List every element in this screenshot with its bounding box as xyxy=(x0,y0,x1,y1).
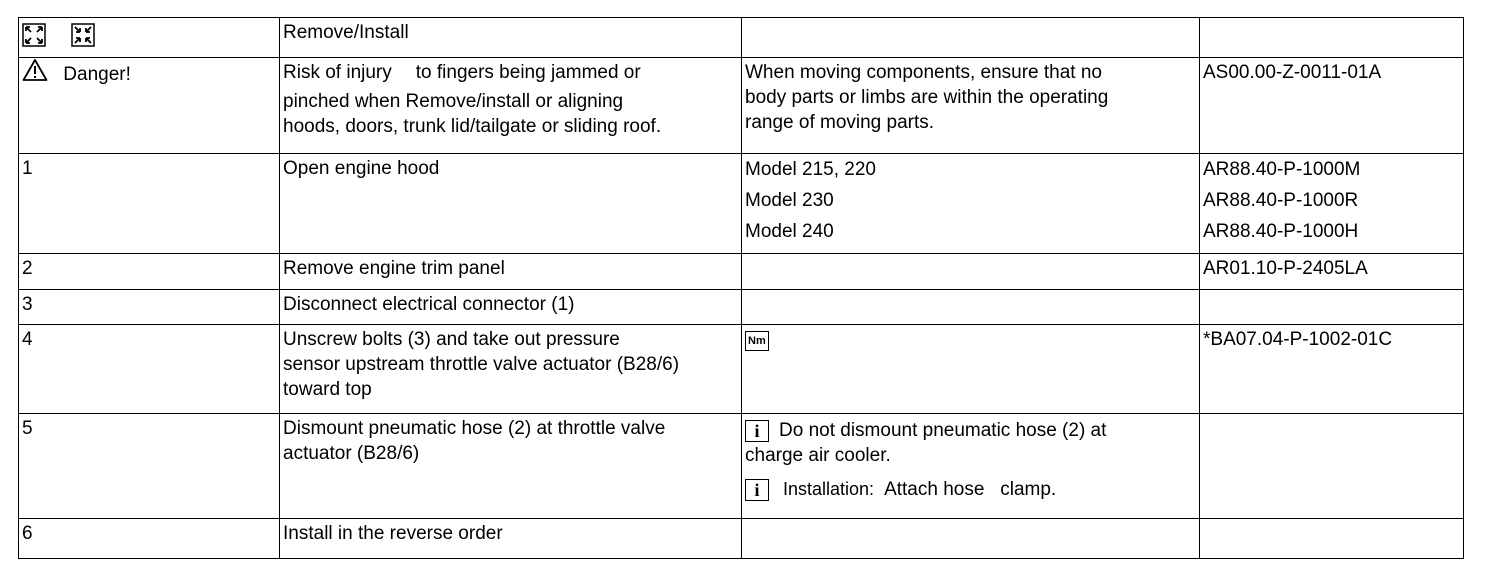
ref-link[interactable]: AR88.40-P-1000H xyxy=(1203,221,1359,242)
step-empty xyxy=(1200,519,1464,559)
model-line: Model 230 xyxy=(745,190,834,211)
note-2 xyxy=(745,477,1195,502)
step-row-3 xyxy=(19,290,1464,325)
collapse-icon[interactable] xyxy=(71,23,95,54)
step-text: Open engine hood xyxy=(280,154,742,254)
model-line: Model 240 xyxy=(745,221,834,242)
danger-risk-cell xyxy=(280,58,742,154)
torque-icon[interactable]: Nm xyxy=(745,331,769,351)
procedure-table xyxy=(18,17,1464,559)
step-row-6 xyxy=(19,519,1464,559)
header-icons-cell xyxy=(19,18,280,58)
notes-cell xyxy=(742,414,1200,519)
danger-label: Danger! xyxy=(63,63,131,85)
step-empty xyxy=(742,519,1200,559)
step-text-line-2: actuator (B28/6) xyxy=(283,443,420,464)
step-text-line-1: Dismount pneumatic hose (2) at throttle valve xyxy=(283,418,666,439)
step-row-2 xyxy=(19,254,1464,290)
ref-link[interactable]: AR88.40-P-1000M xyxy=(1203,159,1361,180)
info-icon[interactable]: i xyxy=(745,420,769,442)
step-empty xyxy=(742,290,1200,325)
info-icon[interactable]: i xyxy=(745,479,769,501)
step-text: Remove engine trim panel xyxy=(280,254,742,290)
header-empty-4 xyxy=(1200,18,1464,58)
danger-action-line-2: body parts or limbs are within the operating xyxy=(745,87,1109,108)
header-title: Remove/Install xyxy=(280,18,742,58)
danger-ref[interactable]: AS00.00-Z-0011-01A xyxy=(1200,58,1464,154)
model-line: Model 215, 220 xyxy=(745,159,876,180)
step-row-4 xyxy=(19,325,1464,414)
danger-risk-line-2: pinched when Remove/install or aligning xyxy=(283,91,624,112)
expand-icon[interactable] xyxy=(22,23,46,54)
ref-link[interactable]: AR88.40-P-1000R xyxy=(1203,190,1359,211)
step-number: 2 xyxy=(19,254,280,290)
step-row-1 xyxy=(19,154,1464,254)
step-row-5 xyxy=(19,414,1464,519)
note-1-line-1: Do not dismount pneumatic hose (2) at xyxy=(779,420,1107,441)
warning-triangle-icon xyxy=(22,58,48,89)
step-empty xyxy=(1200,290,1464,325)
step-refs xyxy=(1200,154,1464,254)
step-number: 6 xyxy=(19,519,280,559)
step-text xyxy=(280,414,742,519)
torque-cell xyxy=(742,325,1200,414)
step-models xyxy=(742,154,1200,254)
step-text-line-3: toward top xyxy=(283,379,372,400)
step-text: Disconnect electrical connector (1) xyxy=(280,290,742,325)
note-2-label: Installation: xyxy=(783,479,875,499)
step-empty xyxy=(1200,414,1464,519)
ref-link[interactable]: AR01.10-P-2405LA xyxy=(1200,254,1464,290)
step-number: 1 xyxy=(19,154,280,254)
note-2-text: Attach hose clamp. xyxy=(884,479,1057,500)
danger-action-cell xyxy=(742,58,1200,154)
step-number: 3 xyxy=(19,290,280,325)
header-row xyxy=(19,18,1464,58)
danger-action-line-1: When moving components, ensure that no xyxy=(745,62,1102,83)
step-text xyxy=(280,325,742,414)
step-number: 4 xyxy=(19,325,280,414)
note-1-line-2: charge air cooler. xyxy=(745,445,891,466)
step-text-line-2: sensor upstream throttle valve actuator (B28/6) xyxy=(283,354,680,375)
danger-risk-line-3: hoods, doors, trunk lid/tailgate or sliding roof. xyxy=(283,116,662,137)
step-empty xyxy=(742,254,1200,290)
danger-cell xyxy=(19,58,280,154)
step-number: 5 xyxy=(19,414,280,519)
note-1 xyxy=(745,418,1195,443)
danger-risk-line-1: Risk of injury to fingers being jammed or xyxy=(283,62,641,83)
danger-row xyxy=(19,58,1464,154)
step-text: Install in the reverse order xyxy=(280,519,742,559)
step-text-line-1: Unscrew bolts (3) and take out pressure xyxy=(283,329,620,350)
header-empty-3 xyxy=(742,18,1200,58)
danger-action-line-3: range of moving parts. xyxy=(745,112,935,133)
ref-link[interactable]: *BA07.04-P-1002-01C xyxy=(1200,325,1464,414)
